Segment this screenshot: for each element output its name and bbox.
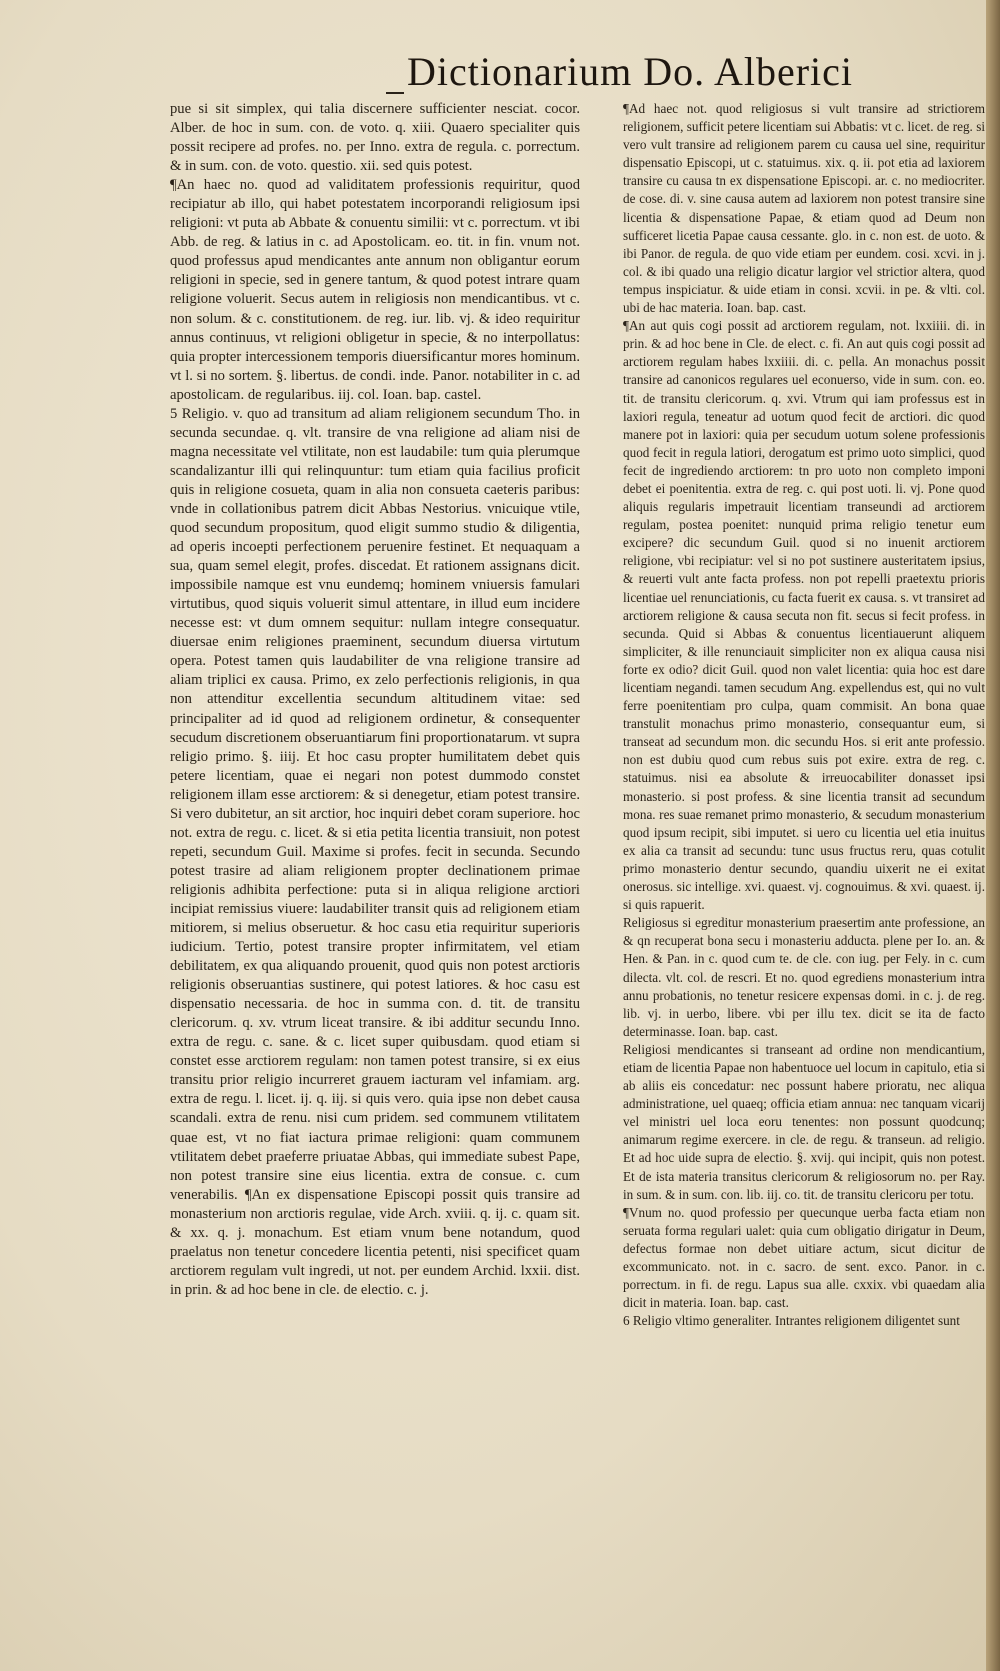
page-edge: [986, 0, 1000, 1671]
right-column: [623, 100, 985, 1660]
paragraph: pue si sit simplex, qui talia discernere sufficienter nesciat. cocor. Alber. de hoc in sum. con. de voto. q. xiii. Quaero specialiter quis possit recipere ad profes. no. per Inno. extra de regula. c. porrectum. & in sum. con. de voto. questio. xii. sed quis potest.: [170, 101, 580, 175]
paragraph: ¶An haec no. quod ad validitatem professionis requiritur, quod recipiatur ab illo, qui habet potestatem incorporandi religiosum ipsi religioni: vt puta ab Abbate & conuentu similii: vt c. porrectum. vt ibi Abb. de reg. & latius in c. ad Apostolicam. eo. tit. in fin. vnum not. quod professus apud mendicantes ante annum non obligantur eorum religioni in specie, sed in genere tantum, & quod potest intrare quam religione voluerit. Secus autem in religiosis non mendicantibus. vt c. non solum. & c. constitutionem. de reg. iur. lib. vj. & ideo requiritur annus continuus, vt religioni obligetur in specie, & no interpollatus: quia propter intercessionem temporis diuersificantur mores hominum. vt l. si no sortem. §. libertus. de condi. inde. Panor. notabiliter in c. ad apostolicam. de regularibus. iij. col. Ioan. bap. castel.: [170, 177, 580, 403]
left-column: [170, 100, 580, 1660]
paragraph: ¶An aut quis cogi possit ad arctiorem regulam, not. lxxiiii. di. in prin. & ad hoc bene in Cle. de elect. c. fi. An aut quis cogi possit ad arctiorem regulam habes lxxiiii. di. c. pella. An monachus possit transire ad canonicos regulares uel econuerso, vide in sum. con. eo. tit. de transitu clericorum. q. xvi. Vtrum qui iam professus est in laxiori regula, teneatur ad uotum quod fecit de arctiori. dic quod manere pot in laxiori: quia per secudum uotum solene professionis quod fecit in regula latiori, derogatum est primo uoto simplici, quod fecit de ingrediendo arctiorem: tn pro uoto non completo imponi debet ei poenitentia. extra de reg. c. qui post uoti. li. vj. Pone quod aliquis regularis impetrauit licentiam transeundi ad arctiorem regulam, postea poenitet: nunquid prima religio tenetur eum excipere? dic secundum Guil. quod si no inuenit arctiorem religione, vbi recipiatur: vel si no pot sustinere austeritatem ipsius, & reuerti vult ante facta profess. non pot repelli praetextu prioris licentiae uel renunciationis, cu facta fuerit ex causa. s. vt transiret ad arctiorem religione & causa secuta non fit. secus si fecit profess. in secunda. Quid si Abbas & conuentus licentiauerunt aliquem simpliciter, & ille renunciauit simpliciter non ex aliqua causa nisi forte ex odio? dicit Guil. quod non valet licentia: quia hoc est dare licentiam negandi. tamen secudum Ang. expellendus est, qui no vult ferre poenitentiam pro culpa, quam commisit. An bona quae transtulit monachus primo monasterio, consequantur eum, si transeat ad secundum mon. dic secundu Hos. si erit ante professio. non est dubiu quod cum rebus suis pot exire. extra de reg. c. statuimus. nisi ea absolute & irreuocabiliter donasset ipsi monasterio. si post profess. & sine licentia transit ad secundum mona. res suae remanet primo monasterio, & secudum monasterium quod ipsum recipit, sibi imputet. si uero cu licentia uel etia inuitus ex alia ca transit ad secundu: tunc usus fructus reru, quas cotulit primo monasterio dentur secundo, quandiu uixerit ne ei exitat onerosus. sic intellige. xvi. quaest. vj. cognouimus. & xvi. quaest. ij. si quis rapuerit.: [623, 318, 985, 913]
page-title: Dictionarium Do. Alberici: [407, 49, 854, 94]
paragraph: Religiosi mendicantes si transeant ad ordine non mendicantium, etiam de licentia Papae non habentuoce uel locum in capitulo, etia si ab aliis eis concedatur: nec possunt habere prioratu, nec aliqua administratione, uel quaeq; officia etiam annua: nec tanquam vicarij vel ministri uel loca eoru tenentes: non possunt quodcunq; animarum regime exercere. in cle. de regu. & transeun. ad religio. Et ad hoc uide supra de electio. §. xvij. qui incipit, quis non potest. Et de ista materia transitus clericorum & religiosorum no. per Ray. in sum. & in sum. con. lib. iij. co. tit. de transitu clericoru per totu.: [623, 1041, 985, 1202]
paragraph: ¶Ad haec not. quod religiosus si vult transire ad strictiorem religionem, sufficit petere licentiam sui Abbatis: vt c. licet. de reg. si vero vult transire ad religionem parem cu causa uel sine, requiritur dispensatio Episcopi, ut c. statuimus. xix. q. ii. pot etia ad laxiorem transire cu causa tn ex dispensatione Episcopi. ar. c. no mediocriter. de cose. di. v. sine causa autem ad laxiorem non potest transire sine licentia & dispensatione Papae, & etiam quod ad Deum non sufficeret licetia Papae causa cessante. glo. in c. non est. de uoto. & ibi Panor. de regula. de quo vide etiam per eundem. cosi. xcvi. in j. col. & ibi quado una religio dicatur largior vel strictior altera, quod tempus inspiciatur. & uide etiam in consi. xcvii. in pe. & vlti. col. ubi de hac materia. Ioan. bap. cast.: [623, 101, 985, 316]
paragraph: 5 Religio. v. quo ad transitum ad aliam religionem secundum Tho. in secunda secundae. q. vlt. transire de vna religione ad aliam nisi de magna necessitate vel vtilitate, non est laudabile: tum quia plerumque scandalizantur illi qui relinquuntur: tum etiam quia facilius proficit quis in religione cosueta, quam in alia non consueta caeteris paribus: vnde in collationibus patrem dicit Abbas Nestorius. vnicuique vtile, quod secundum propositum, quod eligit summo studio & diligentia, ad operis incoepti perfectionem peruenire festinet. Et nequaquam a sua, quam semel elegit, profes. discedat. Et rationem assignans dicit. impossibile namque est vnu eundemq; hominem vniuersis famulari virtutibus, quod siquis voluerit simul attentare, in illud eum incidere necesse est: vt dum omnem sequitur: nullam integre consequatur. diuersae enim religiones praeminent, secundum diuersa virtutum opera. Potest tamen quis laudabiliter de vna religione transire ad aliam triplici ex causa. Primo, ex zelo perfectionis religionis, in qua non attenditur excellentia secundum altitudinem vitae: sed principaliter ad id quod ad religionem ordinetur, & consequenter secudum discretionem obseruantiarum fini proportionatarum. vt supra religio primo. §. iiij. Et hoc casu propter humilitatem debet quis petere licentiam, quae ei negari non potest dummodo constet religionem illam esse arctiorem: & si denegetur, etiam potest transire. Si vero dubitetur, an sit arctior, hoc inquiri debet coram superiore. hoc not. extra de regu. c. licet. & si etia petita licentia transiuit, non potest repeti, secundum Guil. Maxime si profes. fecit in secunda. Secundo potest trasire ad aliam religionem propter declinationem primae religionis adhibita perfectione: puta si in aliqua religione arctiori incipiat remissius viuere: laudabiliter transit quis ad religionem etiam mitiorem, si melius obseruetur. & hoc casu etia requiritur superioris iudicium. Tertio, potest transire propter infirmitatem, vel etiam debilitatem, ex qua aliquando prouenit, quod quis non potest arctioris religionis obseruantias sustinere, qui potest latiores. & hoc casu est dispensatio necessaria. de hoc in summa con. d. tit. de transitu clericorum. q. xv. vtrum liceat transire. & ibi additur secundu Inno. extra de regu. c. sane. & c. licet super quibusdam. quod etiam si constet esse arctiorem regulam: non tamen potest transire, si ex eius transitu prior religio incurreret grauem iacturam vel infamiam. arg. extra de regu. l. licet. ij. q. iij. si quis vero. quia ipse non debet causa scandali. extra de renu. nisi cum pridem. sed communem vtilitatem quae est, vt no fiat iactura primae religioni: quam communem vtilitatem debet praeferre priuatae Abbas, qui immediate subest Pape, non potest transire sine eius licentia. extra de consue. c. cum venerabilis. ¶An ex dispensatione Episcopi possit quis transire ad monasterium non arctioris regulae, vide Arch. xviii. q. ij. c. quam sit. & xx. q. j. monachum. Est etiam vnum bene notandum, quod praelatus non tenetur concedere licentia petenti, nisi specificet quam arctiorem regulam vult ingredi, ut not. per eundem Archid. lxxii. dist. in prin. & ad hoc bene in cle. de electio. c. j.: [170, 405, 580, 1298]
paragraph: ¶Vnum no. quod professio per quecunque uerba facta etiam non seruata forma regulari ualet: quia cum obligatio dirigatur in Deum, defectus formae non debet uitiare actum, sicut dicitur de excommunicato. not. in c. sacro. de sent. exco. Panor. in c. porrectum. in fi. de regu. Lapus sua alle. cxxix. vbi quaedam alia dicit in materia. Ioan. bap. cast.: [623, 1204, 985, 1311]
header-rule: [386, 92, 404, 94]
running-header: [0, 50, 1000, 94]
paragraph: Religiosus si egreditur monasterium praesertim ante professione, an & qn recuperat bona secu i monasteriu adducta. plene per Io. an. & Hen. & Pan. in c. quod cum te. de cle. con iug. per Fely. in c. cum dilecta. vlt. col. de rescri. Et no. quod egrediens monasterium intra annu probationis, no tenetur resicere expensas domi. in c. j. de reg. lib. vj. in uerbo, libere. vbi per illu tex. dicit se ita de facto determinasse. Ioan. bap. cast.: [623, 915, 985, 1039]
paragraph: 6 Religio vltimo generaliter. Intrantes religionem diligentet sunt: [623, 1313, 960, 1329]
